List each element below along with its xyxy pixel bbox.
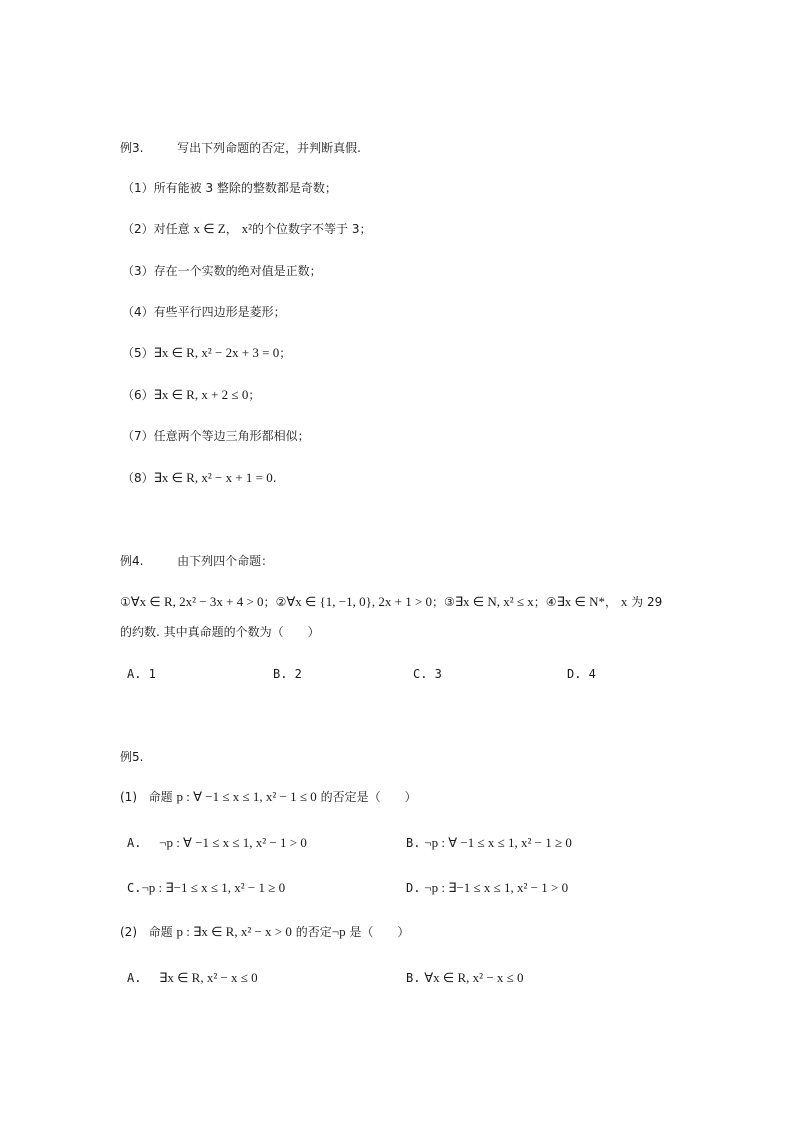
item-number: （8）: [122, 471, 154, 485]
example-3-title: 写出下列命题的否定，并判断真假.: [177, 141, 361, 155]
item-text-post: 的个位数字不等于 3；: [252, 222, 372, 236]
ex4-question-line: [120, 623, 320, 641]
item-text: 所有能被 3 整除的整数都是奇数；: [153, 181, 337, 195]
item-number: （6）: [122, 388, 154, 402]
item-math: ∃x ∈ R, x + 2 ≤ 0: [153, 387, 249, 402]
example-3-label: 例3.: [120, 141, 144, 155]
option-math: ¬p : ∀ −1 ≤ x ≤ 1, x² − 1 > 0: [159, 835, 307, 850]
ex3-item-7: [122, 427, 310, 445]
statement-2-math: ∀x ∈ {1, −1, 0}, 2x + 1 > 0: [286, 594, 433, 609]
ex5-q1-option-c[interactable]: [127, 879, 285, 897]
circled-2: ②: [275, 595, 287, 609]
question-math-2: ¬p: [331, 924, 346, 939]
ex4-option-d[interactable]: D. 4: [567, 667, 596, 681]
item-text: 任意两个等边三角形都相似；: [153, 429, 310, 443]
question-pre: 命题: [148, 790, 173, 804]
ex4-statements-line: [120, 593, 662, 611]
option-math: ¬p : ∃−1 ≤ x ≤ 1, x² − 1 > 0: [424, 880, 569, 895]
separator: ；: [533, 595, 546, 609]
ex3-item-6: [122, 386, 260, 404]
example-4-header: [120, 552, 273, 570]
ex5-q1-option-a[interactable]: [127, 834, 307, 852]
ex5-q1-option-b[interactable]: [406, 834, 572, 852]
ex5-question-1: [120, 788, 417, 806]
question-mid: 的否定: [295, 925, 332, 939]
item-math-2: x²: [241, 221, 252, 236]
item-text: 有些平行四边形是菱形；: [153, 305, 286, 319]
circled-4: ④: [545, 595, 557, 609]
statement-3-math: ∃x ∈ N, x² ≤ x: [454, 594, 534, 609]
example-4-label: 例4.: [120, 554, 144, 568]
statement-4-var: x: [620, 594, 628, 609]
option-letter: B.: [406, 971, 421, 985]
item-number: （4）: [122, 305, 154, 319]
ex3-item-5: [122, 344, 291, 362]
option-math: ¬p : ∃−1 ≤ x ≤ 1, x² − 1 ≥ 0: [141, 880, 286, 895]
item-text-post: ；: [279, 346, 292, 360]
option-letter: C.: [127, 881, 142, 895]
ex4-option-b[interactable]: B. 2: [273, 667, 302, 681]
option-math: ¬p : ∀ −1 ≤ x ≤ 1, x² − 1 ≥ 0: [424, 835, 572, 850]
separator: ；: [263, 595, 276, 609]
item-number: （3）: [122, 264, 154, 278]
circled-1: ①: [120, 595, 131, 609]
ex5-q1-option-d[interactable]: [406, 879, 568, 897]
example-3-header: [120, 139, 361, 157]
question-post: 是（ ）: [349, 925, 410, 939]
option-letter: A.: [127, 836, 142, 850]
question-number: (2): [120, 925, 137, 939]
ex3-item-3: [122, 262, 322, 280]
item-text-post: ；: [248, 388, 261, 402]
statement-1-math: ∀x ∈ R, 2x² − 3x + 4 > 0: [130, 594, 264, 609]
item-math: ∃x ∈ R, x² − x + 1 = 0: [153, 470, 273, 485]
item-text-mid: ，: [225, 222, 238, 236]
option-letter: A.: [127, 971, 142, 985]
ex3-item-2: [122, 220, 371, 238]
option-math: ∃x ∈ R, x² − x ≤ 0: [159, 970, 258, 985]
question-post: 的否定是（ ）: [320, 790, 417, 804]
separator: ；: [432, 595, 445, 609]
example-5-header: [120, 748, 143, 766]
ex5-q2-option-b[interactable]: [406, 969, 524, 987]
circled-3: ③: [444, 595, 455, 609]
item-number: （5）: [122, 346, 154, 360]
ex3-item-8: [122, 469, 277, 487]
option-letter: D.: [406, 881, 421, 895]
item-number: （1）: [122, 181, 154, 195]
ex3-item-4: [122, 303, 286, 321]
question-math: p : ∃x ∈ R, x² − x > 0: [176, 924, 292, 939]
item-text-post: .: [272, 471, 277, 485]
statement-4-tail: 为 29: [631, 595, 663, 609]
question-number: (1): [120, 790, 137, 804]
example-4-title: 由下列四个命题：: [177, 554, 274, 568]
ex3-item-1: [122, 179, 337, 197]
item-number: （2）: [122, 222, 154, 236]
example-5-label: 例5.: [120, 750, 144, 764]
item-text-pre: 对任意: [153, 222, 190, 236]
question-pre: 命题: [148, 925, 173, 939]
item-text: 存在一个实数的绝对值是正数；: [153, 264, 322, 278]
option-letter: B.: [406, 836, 421, 850]
item-math: x ∈ Z: [193, 221, 226, 236]
statement-4-math: ∃x ∈ N*: [556, 594, 605, 609]
item-math: ∃x ∈ R, x² − 2x + 3 = 0: [153, 345, 280, 360]
ex5-question-2: [120, 923, 409, 941]
ex4-option-a[interactable]: A. 1: [127, 667, 156, 681]
item-number: （7）: [122, 429, 154, 443]
ex5-q2-option-a[interactable]: [127, 969, 258, 987]
ex4-option-c[interactable]: C. 3: [413, 667, 442, 681]
separator: ，: [605, 595, 618, 609]
option-math: ∀x ∈ R, x² − x ≤ 0: [424, 970, 524, 985]
question-math: p : ∀ −1 ≤ x ≤ 1, x² − 1 ≤ 0: [176, 789, 317, 804]
question-text: 的约数. 其中真命题的个数为（ ）: [120, 625, 320, 639]
